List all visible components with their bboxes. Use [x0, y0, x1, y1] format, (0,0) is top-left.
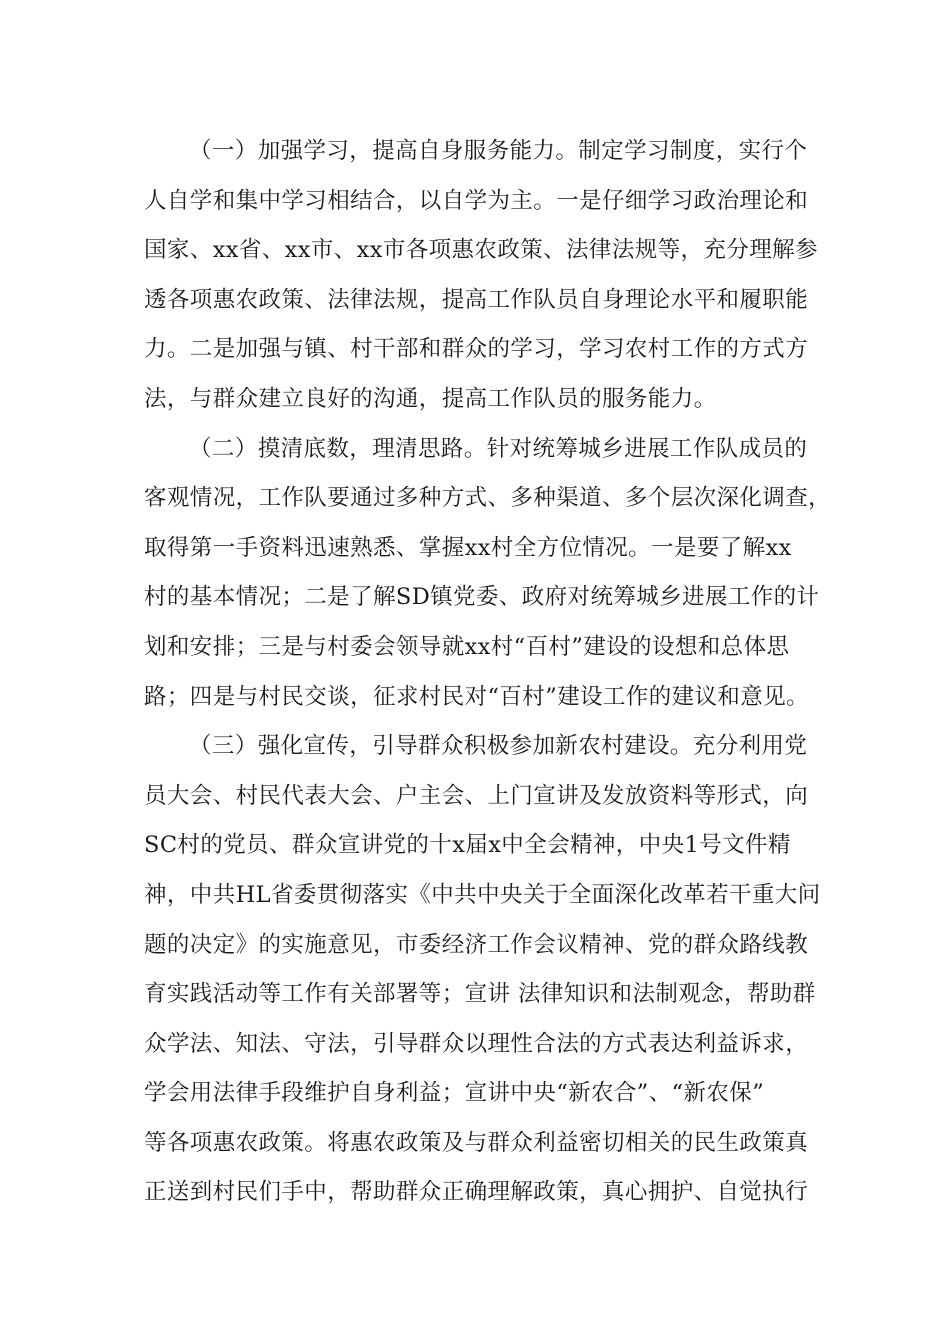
paragraph-line: 育实践活动等工作有关部署等；宣讲 法律知识和法制观念，帮助群	[144, 981, 816, 1008]
paragraph-line: 正送到村民们手中，帮助群众正确理解政策，真心拥护、自觉执行	[144, 1179, 809, 1206]
paragraph-line: 法，与群众建立良好的沟通，提高工作队员的服务能力。	[144, 385, 717, 412]
paragraph-line: 村的基本情况；二是了解SD镇党委、政府对统筹城乡进展工作的计	[144, 584, 820, 611]
paragraph-line: 等各项惠农政策。将惠农政策及与群众利益密切相关的民生政策真	[144, 1129, 809, 1156]
paragraph-line: 人自学和集中学习相结合，以自学为主。一是仔细学习政治理论和	[144, 187, 809, 214]
paragraph-line: 众学法、知法、守法，引导群众以理性合法的方式表达利益诉求，	[144, 1030, 809, 1057]
paragraph-line: 题的决定》的实施意见，市委经济工作会议精神、党的群众路线教	[144, 931, 809, 958]
paragraph-line: 员大会、村民代表大会、户主会、上门宣讲及发放资料等形式，向	[144, 782, 809, 809]
paragraph-line: 客观情况，工作队要通过多种方式、多种渠道、多个层次深化调查，	[144, 485, 832, 512]
paragraph-line: 力。二是加强与镇、村干部和群众的学习，学习农村工作的方式方	[144, 336, 809, 363]
paragraph-line: 神，中共HL省委贯彻落实《中共中央关于全面深化改革若干重大问	[144, 881, 821, 908]
document-body	[144, 127, 832, 1218]
paragraph-line: （三）强化宣传，引导群众积极参加新农村建设。充分利用党	[189, 733, 808, 760]
paragraph-line: SC村的党员、群众宣讲党的十x届x中全会精神，中央1号文件精	[144, 832, 791, 859]
paragraph-line: 划和安排；三是与村委会领导就xx村“百村”建设的设想和总体思	[144, 633, 790, 660]
paragraph-line: 学会用法律手段维护自身利益；宣讲中央“新农合”、“新农保”	[144, 1080, 765, 1107]
paragraph-3	[144, 722, 821, 1218]
paragraph-line: 路；四是与村民交谈，征求村民对“百村”建设工作的建议和意见。	[144, 683, 810, 710]
paragraph-line: 透各项惠农政策、法律法规，提高工作队员自身理论水平和履职能	[144, 286, 809, 313]
paragraph-line: 取得第一手资料迅速熟悉、掌握xx村全方位情况。一是要了解xx	[144, 534, 792, 561]
paragraph-1	[144, 127, 818, 425]
paragraph-line: （一）加强学习，提高自身服务能力。制定学习制度，实行个	[189, 138, 808, 164]
paragraph-line: 国家、xx省、xx市、xx市各项惠农政策、法律法规等，充分理解参	[144, 237, 818, 264]
paragraph-line: （二）摸清底数，理清思路。针对统筹城乡进展工作队成员的	[189, 435, 808, 462]
paragraph-2	[144, 425, 832, 723]
